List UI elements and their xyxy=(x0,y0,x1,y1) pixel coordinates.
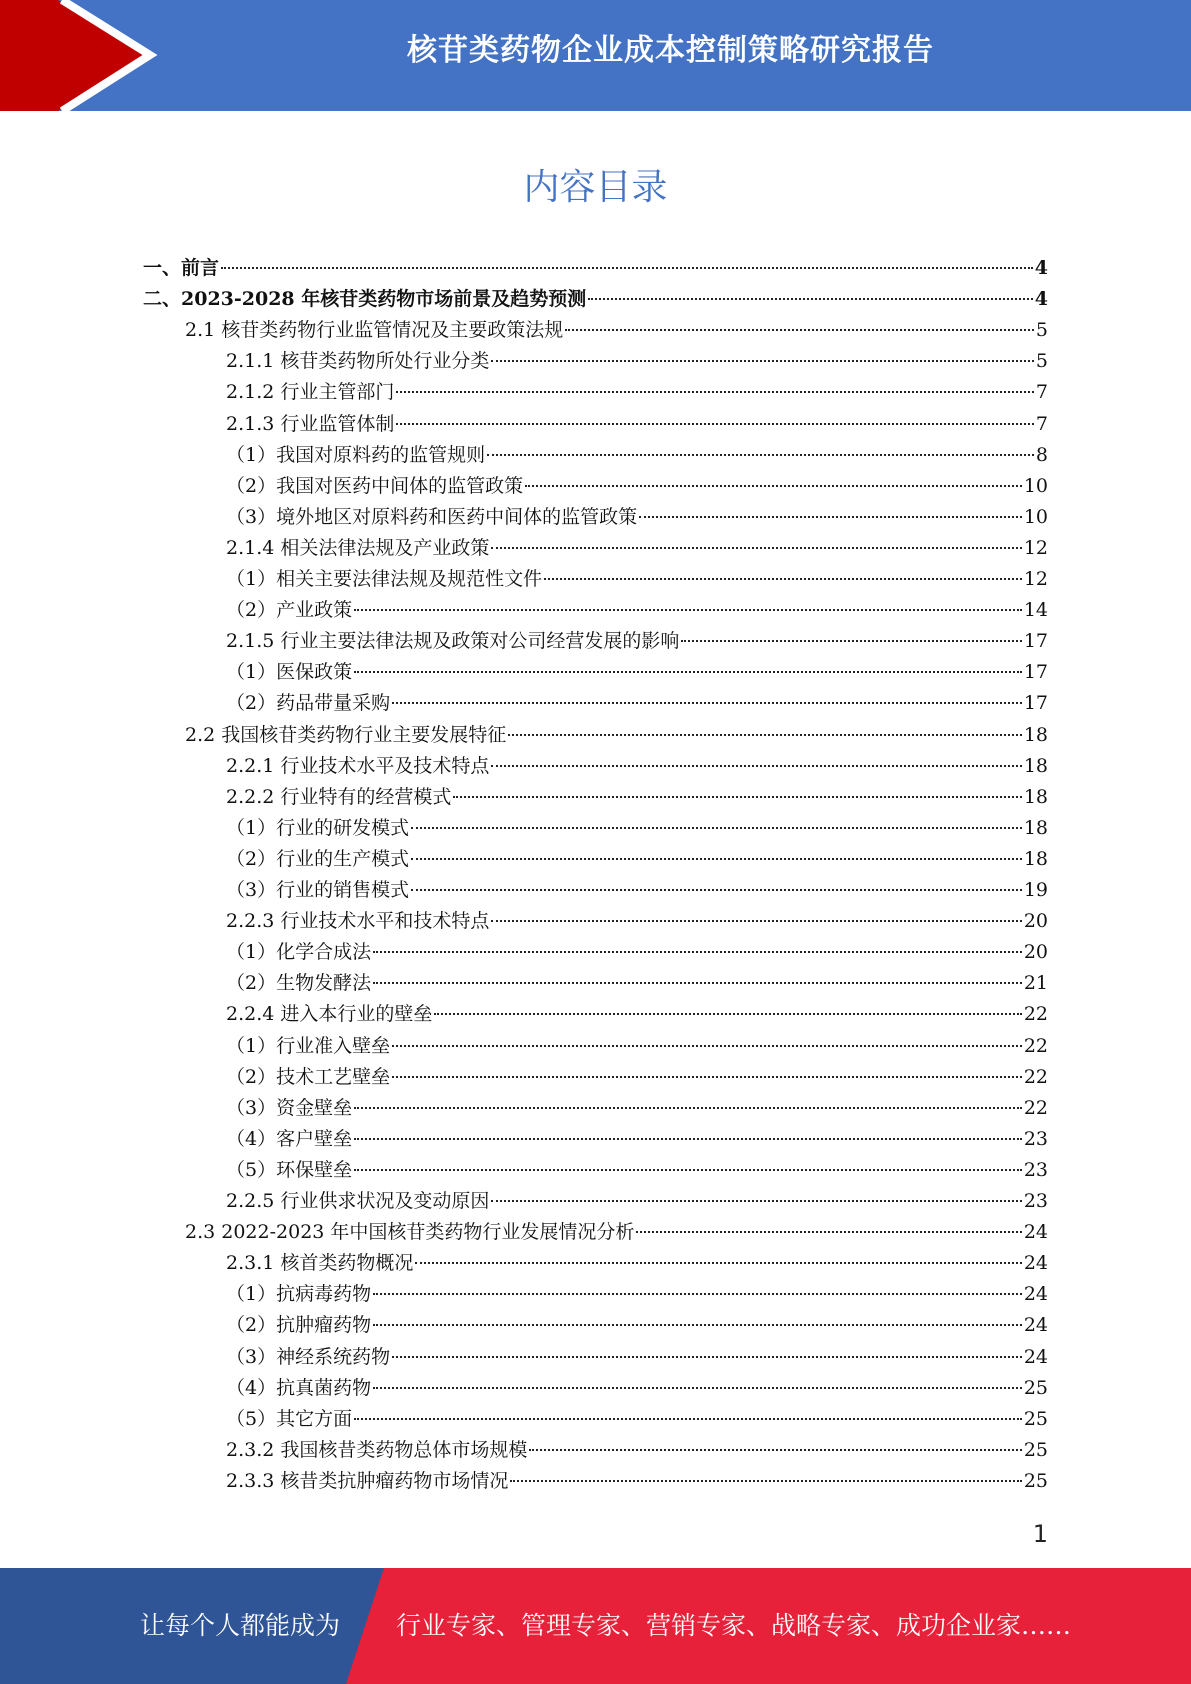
toc-dot-leader xyxy=(639,516,1022,518)
toc-entry[interactable] xyxy=(226,1186,1048,1217)
toc-dot-leader xyxy=(354,671,1022,673)
toc-entry-label: （3）境外地区对原料药和医药中间体的监管政策 xyxy=(226,505,638,528)
toc-entry[interactable] xyxy=(185,315,1048,346)
toc-dot-leader xyxy=(392,1045,1022,1047)
toc-entry-label: （5）环保壁垒 xyxy=(226,1158,353,1181)
toc-entry-page: 22 xyxy=(1023,1096,1048,1119)
toc-entry-label: （3）资金壁垒 xyxy=(226,1096,353,1119)
toc-entry-label: （4）客户壁垒 xyxy=(226,1127,353,1150)
toc-entry-page: 17 xyxy=(1023,661,1048,684)
toc-entry-page: 7 xyxy=(1035,412,1048,435)
toc-entry-label: 2.2.4 进入本行业的壁垒 xyxy=(226,1003,433,1026)
toc-dot-leader xyxy=(411,889,1022,891)
toc-dot-leader xyxy=(681,640,1021,642)
toc-entry-label: （4）抗真菌药物 xyxy=(226,1376,372,1399)
toc-entry[interactable] xyxy=(226,1342,1048,1373)
toc-entry-page: 12 xyxy=(1023,568,1048,590)
toc-dot-leader xyxy=(415,1262,1021,1264)
toc-entry-page: 21 xyxy=(1023,972,1048,995)
toc-dot-leader xyxy=(636,1231,1021,1233)
toc-entry[interactable] xyxy=(226,751,1048,782)
toc-entry-page: 17 xyxy=(1023,630,1048,653)
toc-dot-leader xyxy=(487,454,1034,456)
toc-entry[interactable] xyxy=(226,782,1048,813)
toc-entry[interactable] xyxy=(226,1373,1048,1404)
toc-dot-leader xyxy=(396,391,1034,393)
toc-entry-page: 24 xyxy=(1023,1283,1048,1306)
toc-entry-page: 24 xyxy=(1023,1221,1048,1244)
toc-entry[interactable] xyxy=(226,346,1048,377)
toc-entry[interactable] xyxy=(143,284,1048,315)
toc-entry-label: （1）行业准入壁垒 xyxy=(226,1034,391,1057)
toc-dot-leader xyxy=(529,1449,1021,1451)
toc-dot-leader xyxy=(491,765,1021,767)
toc-entry-label: 一、前言 xyxy=(143,257,220,279)
toc-dot-leader xyxy=(392,1076,1022,1078)
toc-entry[interactable] xyxy=(226,1279,1048,1310)
toc-dot-leader xyxy=(396,423,1034,425)
toc-entry[interactable] xyxy=(226,440,1048,471)
toc-entry[interactable] xyxy=(226,1466,1048,1497)
toc-entry-page: 5 xyxy=(1035,350,1048,373)
toc-entry-page: 5 xyxy=(1035,319,1048,342)
toc-entry[interactable] xyxy=(226,688,1048,719)
footer-slogan-left: 让每个人都能成为 xyxy=(140,1611,341,1640)
toc-entry[interactable] xyxy=(226,1062,1048,1093)
toc-entry[interactable] xyxy=(226,533,1048,564)
toc-dot-leader xyxy=(373,1293,1022,1295)
toc-entry-label: （2）我国对医药中间体的监管政策 xyxy=(226,474,524,497)
toc-entry-page: 18 xyxy=(1023,847,1048,870)
toc-entry-page: 20 xyxy=(1023,941,1048,964)
toc-entry-page: 23 xyxy=(1023,1158,1048,1181)
toc-dot-leader xyxy=(411,858,1022,860)
toc-entry-label: （1）医保政策 xyxy=(226,661,353,684)
toc-entry-page: 14 xyxy=(1023,599,1048,622)
toc-dot-leader xyxy=(373,951,1022,953)
toc-entry-label: 2.1.4 相关法律法规及产业政策 xyxy=(226,536,490,559)
toc-dot-leader xyxy=(544,578,1022,580)
toc-entry-label: 2.2.2 行业特有的经营模式 xyxy=(226,785,452,808)
page-number: 1 xyxy=(1032,1520,1048,1548)
toc-entry-label: （2）行业的生产模式 xyxy=(226,847,410,870)
toc-entry-label: （1）我国对原料药的监管规则 xyxy=(226,443,486,466)
toc-dot-leader xyxy=(221,267,1033,269)
toc-entry-label: （2）抗肿瘤药物 xyxy=(226,1314,372,1337)
toc-entry[interactable] xyxy=(226,875,1048,906)
toc-entry[interactable] xyxy=(226,968,1048,999)
toc-entry-label: 2.3.2 我国核昔类药物总体市场规模 xyxy=(226,1438,528,1461)
toc-entry-page: 20 xyxy=(1023,910,1048,933)
toc-entry[interactable] xyxy=(226,1031,1048,1062)
toc-entry-label: （2）生物发酵法 xyxy=(226,972,372,995)
toc-entry-label: （1）行业的研发模式 xyxy=(226,816,410,839)
toc-entry-page: 17 xyxy=(1023,692,1048,715)
toc-dot-leader xyxy=(392,702,1022,704)
toc-entry-label: 2.1.3 行业监管体制 xyxy=(226,412,395,435)
toc-entry[interactable] xyxy=(226,564,1048,595)
toc-dot-leader xyxy=(491,547,1021,549)
toc-entry[interactable] xyxy=(226,657,1048,688)
toc-entry-label: 2.1.2 行业主管部门 xyxy=(226,381,395,404)
toc-entry-page: 23 xyxy=(1023,1127,1048,1150)
toc-entry[interactable] xyxy=(226,1310,1048,1341)
toc-dot-leader xyxy=(434,1013,1021,1015)
toc-entry[interactable] xyxy=(185,720,1048,751)
toc-entry-label: （2）药品带量采购 xyxy=(226,692,391,715)
toc-entry[interactable] xyxy=(226,906,1048,937)
toc-entry-page: 25 xyxy=(1023,1469,1048,1492)
toc-dot-leader xyxy=(392,1356,1022,1358)
toc-dot-leader xyxy=(453,796,1021,798)
toc-entry-page: 12 xyxy=(1023,536,1048,559)
toc-entry-label: 2.2.1 行业技术水平及技术特点 xyxy=(226,754,490,777)
toc-entry-label: 2.1.1 核苷类药物所处行业分类 xyxy=(226,350,490,373)
toc-entry[interactable] xyxy=(226,626,1048,657)
toc-entry-label: 2.2.3 行业技术水平和技术特点 xyxy=(226,910,490,933)
toc-entry-label: 二、2023-2028 年核苷类药物市场前景及趋势预测 xyxy=(143,288,587,311)
toc-dot-leader xyxy=(373,1387,1022,1389)
toc-entry[interactable] xyxy=(226,471,1048,502)
toc-entry-label: （3）行业的销售模式 xyxy=(226,879,410,901)
toc-dot-leader xyxy=(411,827,1022,829)
toc-entry-label: （1）相关主要法律法规及规范性文件 xyxy=(226,568,543,590)
toc-entry-page: 4 xyxy=(1034,257,1048,279)
toc-dot-leader xyxy=(354,609,1022,611)
toc-entry[interactable] xyxy=(226,1404,1048,1435)
toc-dot-leader xyxy=(510,1480,1021,1482)
toc-entry-page: 24 xyxy=(1023,1314,1048,1337)
page-footer xyxy=(0,1568,1191,1684)
toc-entry-label: 2.2.5 行业供求状况及变动原因 xyxy=(226,1190,490,1212)
page-header xyxy=(0,0,1191,111)
toc-entry[interactable] xyxy=(226,1155,1048,1186)
toc-entry-label: 2.3.3 核昔类抗肿瘤药物市场情况 xyxy=(226,1469,509,1492)
report-title: 核苷类药物企业成本控制策略研究报告 xyxy=(407,33,934,68)
toc-entry-label: （5）其它方面 xyxy=(226,1407,353,1430)
toc-entry[interactable] xyxy=(226,409,1048,440)
toc-entry[interactable] xyxy=(185,1217,1048,1248)
toc-entry-label: 2.2 我国核苷类药物行业主要发展特征 xyxy=(185,723,507,746)
toc-dot-leader xyxy=(491,1200,1021,1202)
toc-entry-label: 2.1 核苷类药物行业监管情况及主要政策法规 xyxy=(185,319,564,342)
toc-entry-label: 2.1.5 行业主要法律法规及政策对公司经营发展的影响 xyxy=(226,630,680,653)
toc-entry[interactable] xyxy=(226,844,1048,875)
toc-entry[interactable] xyxy=(226,1248,1048,1279)
toc-entry-page: 25 xyxy=(1023,1376,1048,1399)
toc-dot-leader xyxy=(565,329,1034,331)
toc-dot-leader xyxy=(525,485,1022,487)
toc-entry-page: 23 xyxy=(1023,1190,1048,1212)
toc-dot-leader xyxy=(354,1107,1022,1109)
toc-dot-leader xyxy=(354,1138,1022,1140)
toc-entry-page: 25 xyxy=(1023,1407,1048,1430)
toc-entry-page: 25 xyxy=(1023,1438,1048,1461)
toc-entry-label: （2）技术工艺壁垒 xyxy=(226,1065,391,1088)
toc-entry-label: （3）神经系统药物 xyxy=(226,1345,391,1368)
toc-entry-label: （2）产业政策 xyxy=(226,599,353,622)
toc-dot-leader xyxy=(354,1418,1022,1420)
toc-entry[interactable] xyxy=(226,1124,1048,1155)
toc-entry-page: 24 xyxy=(1023,1345,1048,1368)
toc-entry[interactable] xyxy=(226,937,1048,968)
toc-dot-leader xyxy=(508,734,1022,736)
toc-dot-leader xyxy=(373,1324,1022,1326)
toc-dot-leader xyxy=(354,1169,1022,1171)
toc-entry-page: 8 xyxy=(1035,443,1048,466)
toc-entry-page: 22 xyxy=(1023,1003,1048,1026)
toc-entry-page: 10 xyxy=(1023,505,1048,528)
toc-entry[interactable] xyxy=(143,253,1048,284)
toc-entry-page: 4 xyxy=(1034,288,1048,311)
toc-entry-label: 2.3 2022-2023 年中国核苷类药物行业发展情况分析 xyxy=(185,1221,635,1244)
toc-entry-page: 19 xyxy=(1023,879,1048,901)
toc-dot-leader xyxy=(491,360,1034,362)
toc-entry-page: 18 xyxy=(1023,785,1048,808)
toc-entry-page: 24 xyxy=(1023,1252,1048,1275)
toc-entry-page: 10 xyxy=(1023,474,1048,497)
toc-entry[interactable] xyxy=(226,1093,1048,1124)
toc-entry-page: 22 xyxy=(1023,1065,1048,1088)
toc-dot-leader xyxy=(491,920,1021,922)
toc-dot-leader xyxy=(373,982,1022,984)
toc-entry-page: 7 xyxy=(1035,381,1048,404)
toc-entry-page: 18 xyxy=(1023,754,1048,777)
toc-entry-page: 18 xyxy=(1023,816,1048,839)
toc-entry[interactable] xyxy=(226,999,1048,1030)
toc-entry[interactable] xyxy=(226,502,1048,533)
toc-entry-label: （1）化学合成法 xyxy=(226,941,372,964)
toc-entry[interactable] xyxy=(226,377,1048,408)
toc-entry-label: （1）抗病毒药物 xyxy=(226,1283,372,1306)
toc-entry-page: 18 xyxy=(1023,723,1048,746)
toc-entry-label: 2.3.1 核首类药物概况 xyxy=(226,1252,414,1275)
toc-entry[interactable] xyxy=(226,813,1048,844)
toc-heading: 内容目录 xyxy=(523,167,668,208)
toc-dot-leader xyxy=(588,298,1033,300)
toc-entry-page: 22 xyxy=(1023,1034,1048,1057)
toc-entry[interactable] xyxy=(226,595,1048,626)
toc-entry[interactable] xyxy=(226,1435,1048,1466)
footer-slogan-right: 行业专家、管理专家、营销专家、战略专家、成功企业家…… xyxy=(396,1611,1072,1640)
